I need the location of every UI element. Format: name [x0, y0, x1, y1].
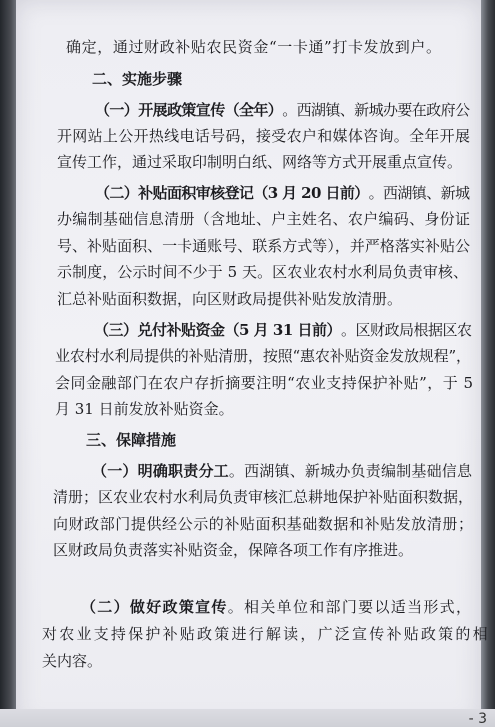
line-content	[95, 100, 469, 120]
line-text: 对农业支持保护补贴政策进行解读，广泛宣传补贴政策的相	[42, 625, 490, 643]
line-text: 会同金融部门在农户存折摘要注明“农业支持保护补贴”，于 5	[55, 374, 474, 392]
line-content	[57, 289, 402, 309]
line-text: 开网站上公开热线电话号码，接受农户和媒体咨询。全年开展	[57, 127, 471, 145]
text-line	[57, 209, 470, 229]
line-text: 。西湖镇、新城办负责编制基础信息	[228, 462, 473, 480]
line-text: 清册；区农业农村水利局负责审核汇总耕地保护补贴面积数据，	[53, 488, 473, 506]
bold-lead: （三）兑付补贴资金（5 月 31 日前）	[94, 321, 341, 339]
line-content	[55, 399, 234, 419]
text-line	[92, 461, 472, 481]
line-text: 。相关单位和部门要以适当形式，	[227, 598, 473, 616]
line-text: 。区财政局根据区农	[340, 321, 472, 339]
text-line	[57, 152, 462, 172]
text-line	[55, 373, 473, 393]
text-line	[53, 487, 473, 507]
text-line	[53, 514, 474, 534]
text-line	[57, 289, 402, 309]
line-content	[42, 624, 490, 644]
line-text: 。西湖镇、新城	[368, 184, 470, 202]
line-text: 号、补贴面积、一卡通账号、联系方式等），并严格落实补贴公	[57, 237, 471, 255]
line-text: 关内容。	[42, 652, 103, 670]
line-content	[81, 597, 472, 617]
text-line	[57, 236, 470, 256]
line-text: 宣传工作，通过采取印制明白纸、网络等方式开展重点宣传。	[57, 153, 462, 171]
line-content	[57, 262, 468, 282]
line-text: 区财政局负责落实补贴资金，保障各项工作有序推进。	[53, 541, 414, 559]
line-content	[95, 183, 469, 203]
text-line	[66, 37, 442, 57]
text-line	[57, 262, 468, 282]
section-heading	[86, 430, 176, 450]
line-content	[53, 487, 473, 507]
text-line	[42, 624, 490, 644]
text-line	[53, 540, 413, 560]
line-text: 办编制基础信息清册（含地址、户主姓名、农户编码、身份证	[57, 210, 471, 228]
line-text: 三、保障措施	[86, 431, 177, 449]
bold-lead: （一）开展政策宣传（全年）	[95, 101, 283, 119]
text-line	[57, 126, 470, 146]
text-line	[55, 346, 471, 366]
line-text: 业农村水利局提供的补贴清册，按照“惠农补贴资金发放规程”，	[55, 347, 471, 365]
line-content	[55, 373, 473, 393]
line-content	[92, 69, 182, 89]
photo-edge-right	[481, 0, 495, 727]
line-content	[55, 346, 471, 366]
line-content	[57, 236, 470, 256]
text-line	[95, 100, 469, 120]
text-line	[95, 183, 469, 203]
line-content	[57, 209, 470, 229]
line-text: 月 31 日前发放补贴资金。	[55, 400, 234, 418]
text-line	[94, 320, 472, 340]
page-footer-strip	[0, 709, 495, 727]
text-line	[81, 597, 472, 617]
bold-lead: （二）做好政策宣传	[81, 598, 228, 616]
text-line	[55, 399, 234, 419]
line-content	[53, 540, 413, 560]
bold-lead: （二）补贴面积审核登记（3 月 20 日前）	[95, 184, 369, 202]
line-text: 。西湖镇、新城办要在政府公	[282, 101, 470, 119]
line-text: 二、实施步骤	[92, 70, 183, 88]
line-content	[94, 320, 472, 340]
line-content	[57, 152, 462, 172]
line-content	[57, 126, 470, 146]
page-number: - 3	[468, 711, 487, 727]
line-text: 确定，通过财政补贴农民资金“一卡通”打卡发放到户。	[66, 38, 442, 56]
line-content	[66, 37, 442, 57]
line-text: 示制度，公示时间不少于 5 天。区农业农村水利局负责审核、	[57, 263, 469, 281]
section-heading	[92, 69, 182, 89]
line-text: 向财政部门提供经公示的补贴面积基础数据和补贴发放清册；	[53, 515, 474, 533]
line-text: 汇总补贴面积数据，向区财政局提供补贴发放清册。	[57, 290, 403, 308]
line-content	[92, 461, 472, 481]
bold-lead: （一）明确职责分工	[92, 462, 229, 480]
line-content	[86, 430, 176, 450]
line-content	[42, 651, 102, 671]
text-line	[42, 651, 102, 671]
line-content	[53, 514, 474, 534]
